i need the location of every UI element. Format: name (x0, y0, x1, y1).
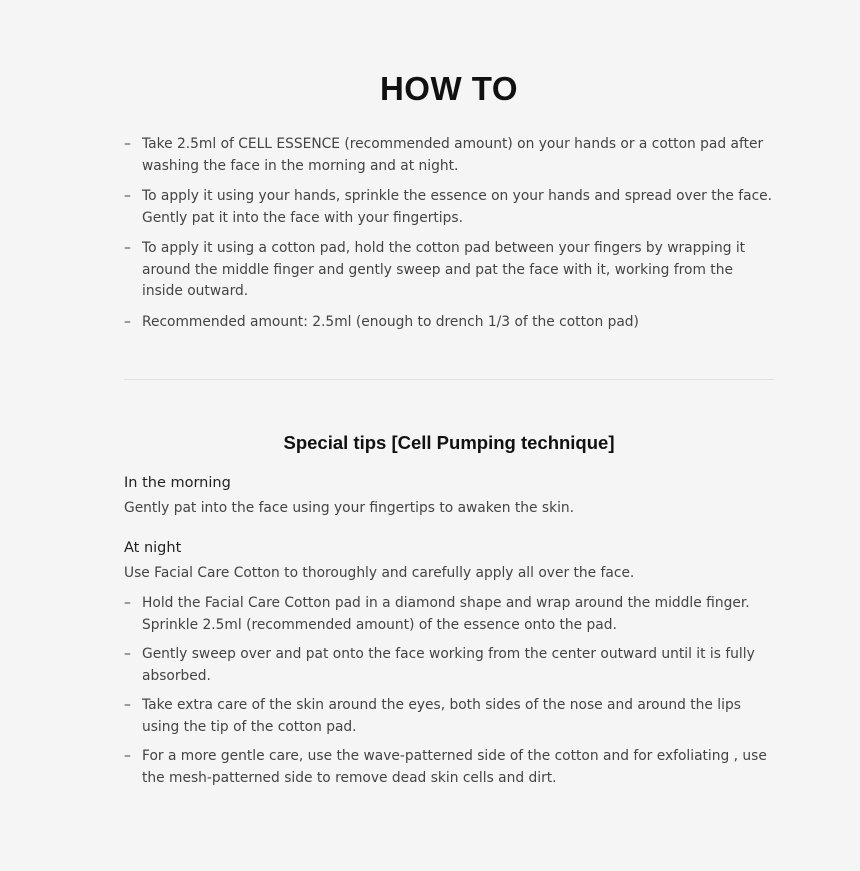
list-item-text: Take 2.5ml of CELL ESSENCE (recommended amount) on your hands or a cotton pad after washing the face in the morning and at night. (142, 136, 764, 174)
dash-marker: – (124, 136, 131, 152)
special-tips-title: Special tips [Cell Pumping technique] (283, 432, 615, 453)
list-item (124, 644, 774, 687)
dash-marker: – (124, 646, 131, 662)
list-item-text: Recommended amount: 2.5ml (enough to drench 1/3 of the cotton pad) (142, 313, 639, 330)
list-item (124, 186, 774, 229)
night-steps-list (124, 593, 774, 789)
list-item-text: To apply it using your hands, sprinkle the essence on your hands and spread over the face. Gently pat it into the face with your fingertips. (142, 188, 773, 226)
list-item-text: Hold the Facial Care Cotton pad in a diamond shape and wrap around the middle finger. Sprinkle 2.5ml (recommended amount) of the essence onto the pad. (142, 595, 750, 633)
dash-marker: – (124, 313, 131, 330)
list-item-text: Gently sweep over and pat onto the face working from the center outward until it is fully absorbed. (142, 646, 755, 684)
list-item (124, 746, 774, 789)
dash-marker: – (124, 595, 131, 611)
page-title: HOW TO (379, 70, 519, 107)
howto-list (124, 134, 774, 333)
list-item-text: To apply it using a cotton pad, hold the cotton pad between your fingers by wrapping it around the middle finger and gently sweep and pat the face with it, working from the inside outward. (142, 240, 746, 299)
list-item (124, 238, 774, 303)
night-text: Use Facial Care Cotton to thoroughly and carefully apply all over the face. (124, 565, 635, 581)
list-item (124, 312, 774, 334)
dash-marker: – (124, 748, 131, 764)
list-item (124, 134, 774, 177)
content (124, 0, 774, 789)
list-item (124, 593, 774, 636)
morning-text: Gently pat into the face using your fingertips to awaken the skin. (124, 500, 575, 516)
dash-marker: – (124, 188, 131, 204)
dash-marker: – (124, 697, 131, 713)
list-item-text: For a more gentle care, use the wave-patterned side of the cotton and for exfoliating , use the mesh-patterned side to remove dead skin cells and dirt. (142, 748, 767, 786)
list-item-text: Take extra care of the skin around the eyes, both sides of the nose and around the lips using the tip of the cotton pad. (142, 697, 741, 735)
dash-marker: – (124, 240, 131, 256)
list-item (124, 695, 774, 738)
night-heading: At night (124, 540, 182, 556)
morning-heading: In the morning (124, 475, 231, 491)
